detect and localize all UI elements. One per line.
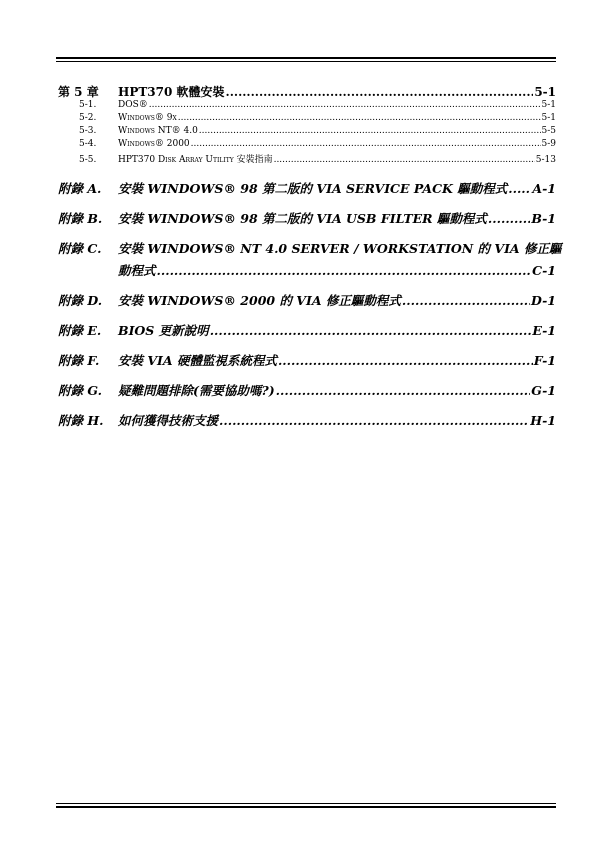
appendix-number: 附錄 F.	[58, 353, 100, 368]
toc-chapter-entry[interactable]	[58, 83, 556, 100]
table-of-contents	[58, 83, 562, 429]
leader-dots	[149, 100, 541, 110]
footer-rule	[56, 803, 556, 808]
section-number: 5-1.	[79, 100, 97, 110]
chapter-page: 5-1	[534, 85, 556, 99]
appendix-page: A-1	[532, 181, 556, 196]
appendix-title: 安裝 WINDOWS® 98 第二版的 VIA USB FILTER 驅動程式	[118, 211, 487, 226]
appendix-page: D-1	[531, 293, 556, 308]
appendix-page: F-1	[533, 353, 556, 368]
leader-dots	[191, 139, 541, 149]
leader-dots	[219, 413, 529, 428]
toc-appendix-entry[interactable]	[58, 381, 556, 399]
appendix-page: E-1	[532, 323, 556, 338]
toc-section-entry[interactable]	[58, 152, 556, 165]
toc-section-entry[interactable]	[58, 126, 556, 139]
section-page: 5-5	[541, 126, 556, 136]
appendix-title-continuation: 動程式	[118, 263, 156, 278]
leader-dots	[488, 211, 530, 226]
appendix-number: 附錄 B.	[58, 211, 103, 226]
appendix-number: 附錄 G.	[58, 383, 102, 398]
section-title: HPT370 Disk Array Utility 安裝指南	[118, 155, 273, 165]
leader-dots	[402, 293, 530, 308]
toc-appendix-entry[interactable]	[58, 179, 556, 197]
section-title: Windows NT® 4.0	[118, 126, 198, 136]
section-number: 5-5.	[79, 155, 97, 165]
leader-dots	[178, 113, 541, 123]
appendix-title: 安裝 VIA 硬體監視系統程式	[118, 353, 277, 368]
toc-section-entry[interactable]	[58, 100, 556, 113]
section-page: 5-9	[541, 139, 556, 149]
appendix-page: C-1	[532, 263, 556, 278]
appendix-number: 附錄 H.	[58, 413, 104, 428]
appendix-number: 附錄 C.	[58, 241, 102, 256]
appendix-title: 安裝 WINDOWS® 2000 的 VIA 修正驅動程式	[118, 293, 401, 308]
leader-dots	[226, 85, 534, 99]
leader-dots	[274, 155, 535, 165]
section-page: 5-1	[541, 100, 556, 110]
toc-appendix-entry[interactable]	[58, 321, 556, 339]
section-title: Windows® 9x	[118, 113, 177, 123]
appendix-title: 疑難問題排除(需要協助嗎?)	[118, 383, 275, 398]
leader-dots	[157, 263, 532, 278]
section-number: 5-4.	[79, 139, 97, 149]
leader-dots	[210, 323, 532, 338]
appendix-title: 如何獲得技術支援	[118, 413, 219, 428]
appendix-number: 附錄 E.	[58, 323, 102, 338]
appendix-title-continuation-line	[58, 261, 556, 279]
section-number: 5-3.	[79, 126, 97, 136]
appendix-title: 安裝 WINDOWS® NT 4.0 SERVER / WORKSTATION 的 VIA 修正驅	[118, 241, 562, 256]
section-title: Windows® 2000	[118, 139, 190, 149]
toc-section-entry[interactable]	[58, 113, 556, 126]
appendix-page: G-1	[531, 383, 556, 398]
appendix-title: BIOS 更新說明	[118, 323, 209, 338]
appendix-number: 附錄 A.	[58, 181, 102, 196]
toc-section-entry[interactable]	[58, 139, 556, 152]
appendix-page: B-1	[531, 211, 556, 226]
leader-dots	[508, 181, 531, 196]
appendix-title: 安裝 WINDOWS® 98 第二版的 VIA SERVICE PACK 驅動程式	[118, 181, 508, 196]
header-rule	[56, 57, 556, 62]
chapter-title: HPT370 軟體安裝	[118, 85, 225, 99]
toc-appendix-entry[interactable]	[58, 291, 556, 309]
leader-dots	[278, 353, 533, 368]
section-number: 5-2.	[79, 113, 97, 123]
appendix-number: 附錄 D.	[58, 293, 103, 308]
chapter-label: 第 5 章	[58, 85, 99, 99]
leader-dots	[276, 383, 531, 398]
section-title: DOS®	[118, 100, 148, 110]
section-page: 5-1	[541, 113, 556, 123]
section-page: 5-13	[535, 155, 556, 165]
appendix-page: H-1	[530, 413, 556, 428]
toc-appendix-entry[interactable]	[58, 209, 556, 227]
leader-dots	[199, 126, 541, 136]
toc-appendix-entry[interactable]	[58, 411, 556, 429]
toc-appendix-entry[interactable]	[58, 239, 562, 279]
toc-appendix-entry[interactable]	[58, 351, 556, 369]
